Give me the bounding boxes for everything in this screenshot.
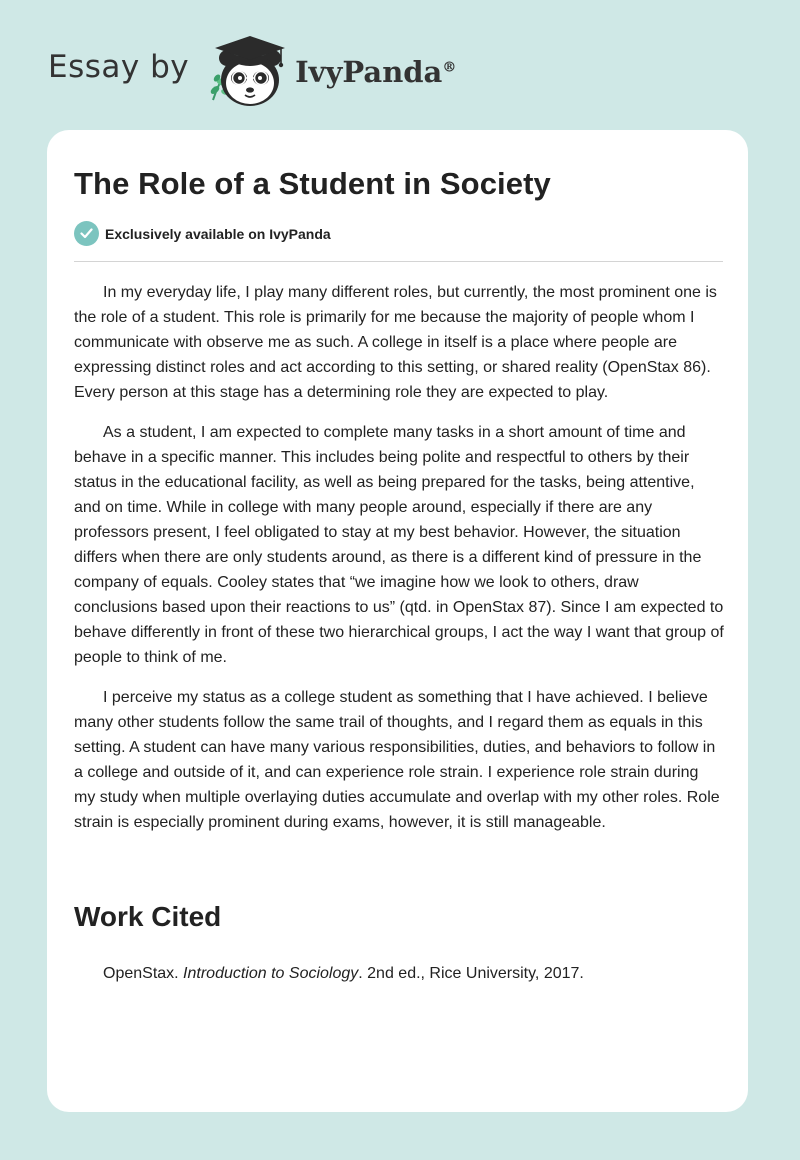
exclusive-label: Exclusively available on IvyPanda: [105, 225, 331, 242]
essay-card: [47, 130, 748, 1112]
citation-entry: [103, 961, 584, 986]
panda-logo-icon[interactable]: [203, 30, 291, 110]
essay-paragraph-1: In my everyday life, I play many different roles, but currently, the most prominent one is the role of a student. This role is primarily for me because the majority of people whom I communicate with observe me as such. A college in itself is a place where people are expressing distinct roles and act according to this setting, or shared reality (OpenStax 86). Every person at this stage has a determining role they are expected to play.: [74, 284, 717, 401]
citation-details: . 2nd ed., Rice University, 2017.: [358, 965, 584, 982]
essay-body: [74, 280, 724, 850]
works-cited-heading: Work Cited: [74, 901, 222, 932]
brand-name[interactable]: [295, 55, 456, 89]
essay-title: The Role of a Student in Society: [74, 166, 551, 201]
essay-paragraph-3: I perceive my status as a college student as something that I have achieved. I believe many other students follow the same trail of thoughts, and I regard them as equals in this setting. A student can have many various responsibilities, duties, and behaviors to follow in a college and outside of it, and can experience role strain. I experience role strain during my study when multiple overlaying duties accumulate and overlap with my other roles. Role strain is especially prominent during exams, however, it is still manageable.: [74, 689, 720, 831]
citation-author: OpenStax.: [103, 965, 184, 982]
registered-mark: ®: [442, 59, 457, 76]
site-header: [48, 30, 456, 110]
citation-title: Introduction to Sociology: [183, 965, 359, 982]
exclusive-badge: [74, 221, 331, 246]
essay-by-label: Essay by: [48, 49, 190, 85]
title-divider: [74, 261, 723, 262]
checkmark-icon: [74, 221, 99, 246]
brand-text: IvyPanda: [295, 55, 443, 89]
essay-paragraph-2: As a student, I am expected to complete many tasks in a short amount of time and behave in a specific manner. This includes being polite and respectful to others by their status in the educational facility, as well as being prepared for the tasks, being attentive, and on time. While in college with many people around, especially if there are any professors present, I feel obligated to stay at my best behavior. However, the situation differs when there are only students around, as there is a different kind of pressure in the company of equals. Cooley states that “we imagine how we look to others, draw conclusions based upon their reactions to us” (qtd. in OpenStax 87). Since I am expected to behave differently in front of these two hierarchical groups, I act the way I want that group of people to think of me.: [74, 424, 724, 666]
